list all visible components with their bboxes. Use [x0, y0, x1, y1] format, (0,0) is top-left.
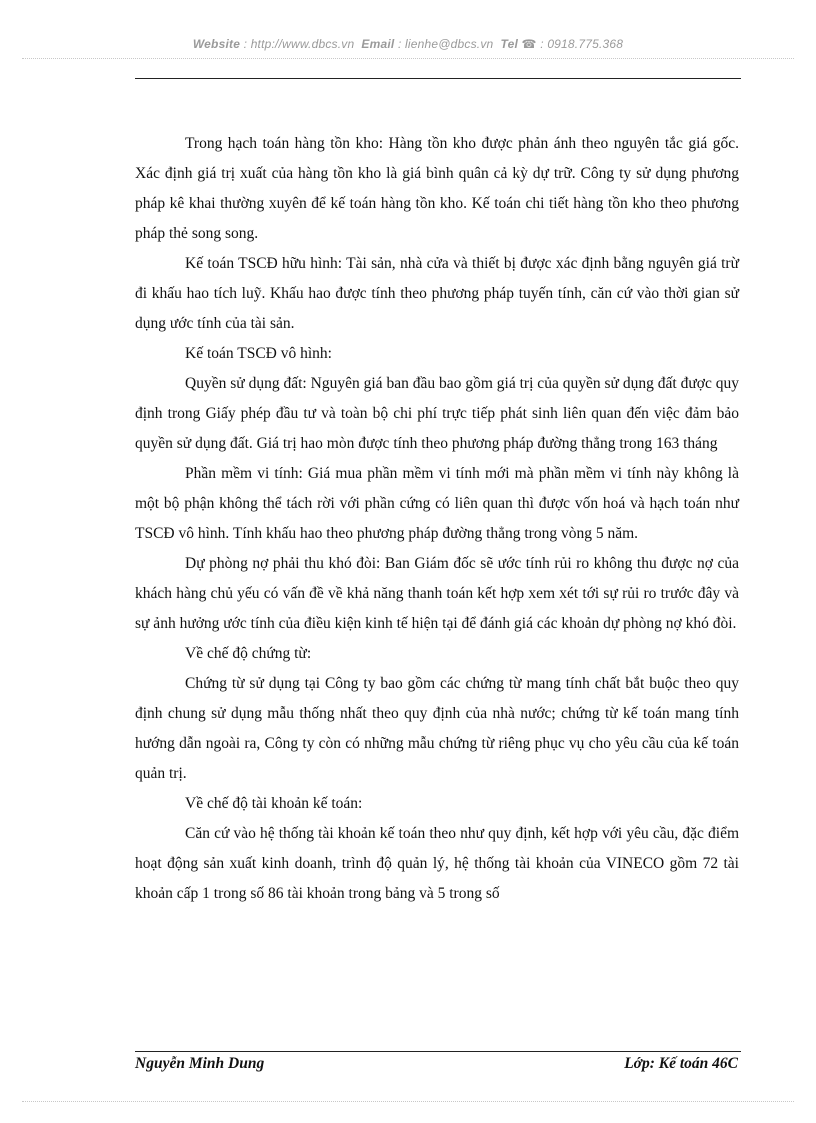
tel-value: 0918.775.368	[547, 37, 624, 51]
header-rule	[135, 78, 741, 79]
header-dotted-divider	[22, 58, 794, 59]
paragraph: Dự phòng nợ phải thu khó đòi: Ban Giám đốc sẽ ước tính rủi ro không thu được nợ của khách hàng chủ yếu có vấn đề về khả năng thanh toán kết hợp xem xét tới sự rủi ro trước đây và sự ảnh hưởng ước tính của điều kiện kinh tế hiện tại để đánh giá các khoản dự phòng nợ khó đòi.	[135, 555, 739, 632]
paragraph: Trong hạch toán hàng tồn kho: Hàng tồn kho được phản ánh theo nguyên tắc giá gốc. Xác định giá trị xuất của hàng tồn kho là giá bình quân cả kỳ dự trữ. Công ty sử dụng phương pháp kê khai thường xuyên để kế toán hàng tồn kho. Kế toán chi tiết hàng tồn kho theo phương pháp thẻ song song.	[135, 135, 739, 242]
email-separator: :	[394, 37, 406, 51]
document-body	[135, 129, 739, 909]
footer-rule	[135, 1051, 741, 1052]
paragraph: Quyền sử dụng đất: Nguyên giá ban đầu bao gồm giá trị của quyền sử dụng đất được quy định trong Giấy phép đầu tư và toàn bộ chi phí trực tiếp phát sinh liên quan đến việc đảm bảo quyền sử dụng đất. Giá trị hao mòn được tính theo phương pháp đường thẳng trong 163 tháng	[135, 375, 739, 452]
section-heading: Về chế độ tài khoản kế toán:	[185, 795, 363, 812]
website-label: Website	[192, 37, 241, 51]
paragraph: Phần mềm vi tính: Giá mua phần mềm vi tính mới mà phần mềm vi tính này không là một bộ phận không thể tách rời với phần cứng có liên quan thì được vốn hoá và hạch toán như TSCĐ vô hình. Tính khấu hao theo phương pháp đường thẳng trong vòng 5 năm.	[135, 465, 739, 542]
email-value[interactable]: lienhe@dbcs.vn	[405, 37, 494, 51]
tel-separator: :	[536, 37, 548, 51]
section-heading: Về chế độ chứng từ:	[185, 645, 312, 662]
footer-dotted-divider	[22, 1101, 794, 1102]
page-header-contact	[0, 37, 816, 51]
paragraph: Căn cứ vào hệ thống tài khoản kế toán theo như quy định, kết hợp với yêu cầu, đặc điểm hoạt động sản xuất kinh doanh, trình độ quản lý, hệ thống tài khoản của VINECO gồm 72 tài khoản cấp 1 trong số 86 tài khoản trong bảng và 5 trong số	[135, 825, 739, 902]
website-url[interactable]: http://www.dbcs.vn	[250, 37, 355, 51]
paragraph: Chứng từ sử dụng tại Công ty bao gồm các chứng từ mang tính chất bắt buộc theo quy định chung sử dụng mẫu thống nhất theo quy định của nhà nước; chứng từ kế toán mang tính hướng dẫn ngoài ra, Công ty còn có những mẫu chứng từ riêng phục vụ cho yêu cầu của kế toán quản trị.	[135, 675, 739, 782]
paragraph: Kế toán TSCĐ hữu hình: Tài sản, nhà cửa và thiết bị được xác định bằng nguyên giá trừ đi khấu hao tích luỹ. Khấu hao được tính theo phương pháp tuyến tính, căn cứ vào thời gian sử dụng ước tính của tài sản.	[135, 255, 739, 332]
tel-label: Tel	[500, 37, 518, 51]
footer-class: Lớp: Kế toán 46C	[624, 1055, 738, 1072]
website-separator: :	[240, 37, 251, 51]
email-label: Email	[361, 37, 395, 51]
footer-author: Nguyễn Minh Dung	[135, 1055, 265, 1072]
phone-icon: ☎	[521, 37, 537, 51]
section-heading: Kế toán TSCĐ vô hình:	[185, 345, 332, 362]
